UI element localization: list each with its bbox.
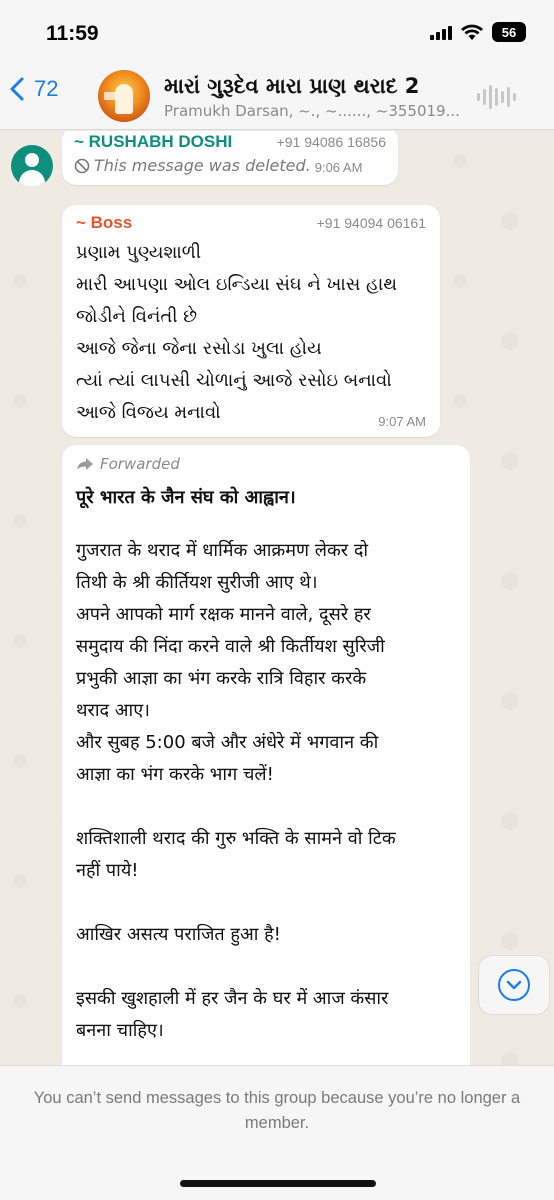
sender-name[interactable]: ~ Boss bbox=[76, 213, 133, 232]
message-line: अपने आपको मार्ग रक्षक मानने वाले, दूसरे हर bbox=[76, 604, 371, 625]
message-line: आज्ञा का भंग करके भाग चलें! bbox=[76, 764, 274, 785]
message-line: थराद आए। bbox=[76, 700, 150, 721]
chevron-left-icon bbox=[10, 77, 24, 101]
group-members[interactable]: Pramukh Darsan, ~., ~......, ~355019... bbox=[164, 102, 460, 120]
message-line: પ્રણામ પુણ્યશાળી bbox=[76, 242, 201, 263]
message-line: और सुबह 5:00 बजे और अंधेरे में भगवान की bbox=[76, 732, 379, 753]
message-paragraph bbox=[76, 983, 456, 1047]
sender-phone: +91 94094 06161 bbox=[316, 215, 426, 231]
message-bubble[interactable] bbox=[62, 205, 440, 437]
status-icons bbox=[430, 22, 526, 42]
message-line: गुजरात के थराद में धार्मिक आक्रमण लेकर दो bbox=[76, 540, 369, 561]
message-line: शक्तिशाली थराद की गुरु भक्ति के सामने वो टिक bbox=[76, 828, 396, 849]
scroll-to-bottom-button[interactable] bbox=[478, 955, 550, 1015]
avatar[interactable] bbox=[11, 145, 53, 187]
wifi-icon bbox=[460, 23, 484, 41]
message-line: ત્યાં ત્યાં લાપસી ચોળાનું આજે રસોઇ બનાવો bbox=[76, 370, 392, 391]
message-line: समुदाय की निंदा करने वाले श्री किर्तीयश सुरिजी bbox=[76, 636, 385, 657]
message-line: आखिर असत्य पराजित हुआ है! bbox=[76, 924, 281, 945]
forwarded-text: Forwarded bbox=[100, 455, 180, 473]
forward-arrow-icon bbox=[76, 457, 94, 471]
status-bar bbox=[0, 0, 554, 62]
cellular-signal-icon bbox=[430, 24, 452, 40]
battery-icon: 56 bbox=[492, 22, 526, 42]
forwarded-label bbox=[76, 455, 456, 473]
message-line: આજે વિજય મનાવો bbox=[76, 402, 221, 423]
message-bubble-deleted[interactable] bbox=[62, 131, 398, 185]
message-time: 9:07 AM bbox=[378, 414, 426, 429]
deleted-icon bbox=[74, 158, 90, 174]
message-paragraph bbox=[76, 823, 456, 887]
not-member-notice: You can’t send messages to this group because you’re no longer a member. bbox=[33, 1089, 521, 1132]
message-line: इसकी खुशहाली में हर जैन के घर में आज कंसार bbox=[76, 988, 389, 1009]
message-time: 9:06 AM bbox=[314, 160, 363, 175]
deleted-message-text: This message was deleted. bbox=[94, 156, 311, 175]
chevron-down-icon bbox=[498, 969, 530, 1001]
message-line: જોડીને વિનંતી છે bbox=[76, 306, 198, 327]
forwarded-message-bubble[interactable] bbox=[62, 445, 470, 1065]
message-text bbox=[76, 237, 426, 429]
message-line: नहीं पाये! bbox=[76, 860, 139, 881]
group-title[interactable]: મારાં ગુરૂદેવ મારા પ્રાણ થરાદ 2 bbox=[164, 74, 420, 98]
status-time: 11:59 bbox=[46, 22, 99, 45]
message-line: આજે જેના જેના રસોડા ખુલા હોય bbox=[76, 338, 322, 359]
message-line: बनना चाहिए। bbox=[76, 1020, 164, 1041]
message-paragraph bbox=[76, 535, 456, 791]
message-title: पूरे भारत के जैन संघ को आह्वान। bbox=[76, 487, 296, 508]
sender-name[interactable]: ~ RUSHABH DOSHI bbox=[74, 132, 233, 151]
home-indicator[interactable] bbox=[180, 1180, 376, 1187]
back-button[interactable] bbox=[10, 76, 58, 102]
unread-count: 72 bbox=[34, 76, 59, 101]
chat-area[interactable] bbox=[0, 131, 554, 1065]
chat-header bbox=[0, 62, 554, 130]
audio-waveform-icon[interactable] bbox=[477, 84, 516, 110]
group-avatar[interactable] bbox=[98, 70, 150, 122]
message-paragraph bbox=[76, 919, 456, 951]
sender-phone: +91 94086 16856 bbox=[276, 134, 386, 150]
message-line: तिथी के श्री कीर्तियश सुरीजी आए थे। bbox=[76, 572, 318, 593]
message-line: प्रभुकी आज्ञा का भंग करके रात्रि विहार करके bbox=[76, 668, 367, 689]
message-line: મારી આપણા ઓલ ઇન્ડિયા સંઘ ને ખાસ હાથ bbox=[76, 274, 398, 295]
